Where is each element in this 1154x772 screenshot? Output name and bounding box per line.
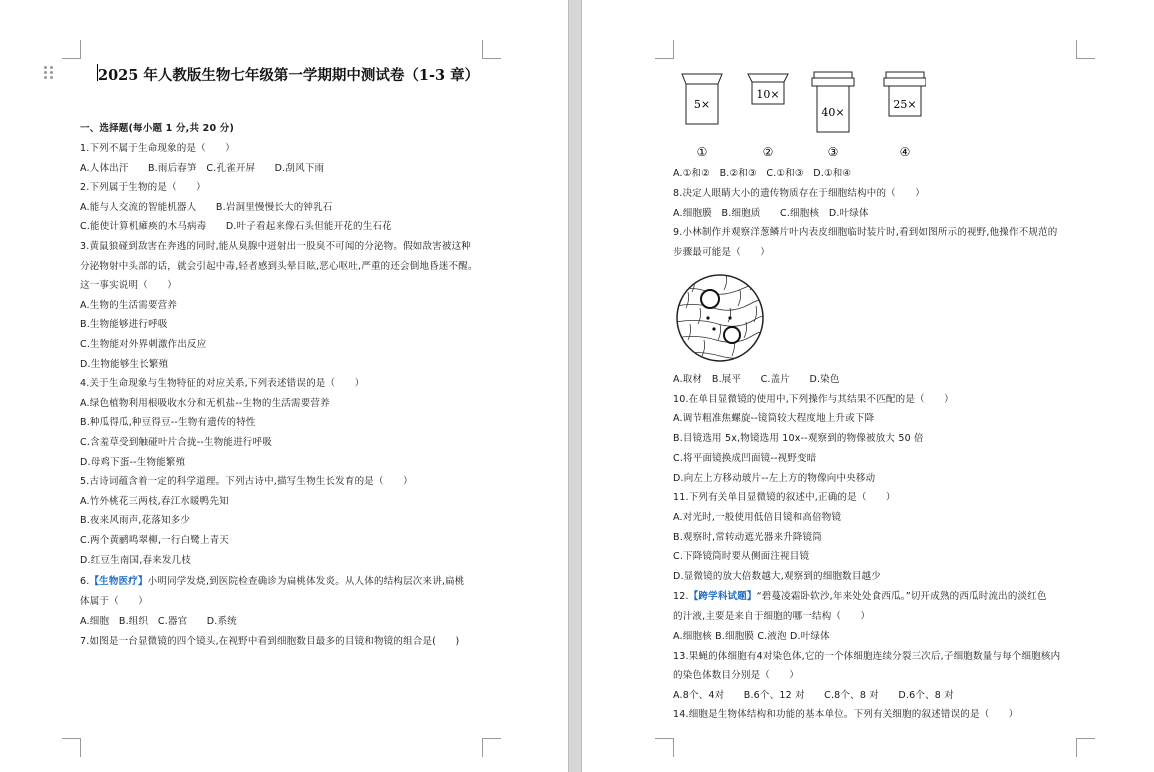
question-line[interactable]: B.观察时,常转动遮光器来升降镜筒 bbox=[673, 531, 822, 543]
crop-mark bbox=[482, 40, 501, 59]
crop-mark bbox=[1076, 738, 1095, 757]
question-line[interactable]: 13.果蝇的体细胞有4对染色体,它的一个体细胞连续分裂三次后,子细胞数量与每个细胞核内 bbox=[673, 650, 1061, 662]
question-line[interactable]: 这一事实说明（ ） bbox=[80, 280, 178, 292]
question-line[interactable]: A.①和② B.②和③ C.①和③ D.①和④ bbox=[673, 168, 852, 179]
question-number: 12. bbox=[673, 591, 689, 602]
question-line[interactable]: 14.细胞是生物体结构和功能的基本单位。下列有关细胞的叙述错误的是（ ） bbox=[673, 709, 1019, 721]
question-text: 小明同学发烧,到医院检查确诊为扁桃体发炎。从人体的结构层次来讲,扁桃 bbox=[147, 576, 465, 587]
question-line[interactable]: B.目镜选用 5x,物镜选用 10x--观察到的物像被放大 50 倍 bbox=[673, 433, 924, 445]
question-line[interactable]: 8.决定人眼睛大小的遗传物质存在于细胞结构中的（ ） bbox=[673, 187, 925, 199]
question-line[interactable]: A.对光时,一般使用低倍目镜和高倍物镜 bbox=[673, 511, 842, 523]
question-line[interactable]: A.人体出汗 B.雨后春笋 C.孔雀开屏 D.刮风下雨 bbox=[80, 162, 325, 174]
document-title[interactable]: 2025 年人教版生物七年级第一学期期中测试卷（1-3 章） bbox=[98, 67, 480, 84]
question-line[interactable]: C.含羞草受到触碰叶片合拢--生物能进行呼吸 bbox=[80, 437, 272, 448]
crop-mark bbox=[655, 738, 674, 757]
drag-handle-icon[interactable] bbox=[44, 66, 54, 80]
category-tag: 【跨学科试题】 bbox=[688, 591, 757, 602]
question-text-line[interactable]: 体属于（ ） bbox=[80, 596, 148, 607]
lens-label: 10× bbox=[756, 88, 780, 101]
question-line[interactable]: A.细胞膜 B.细胞质 C.细胞核 D.叶绿体 bbox=[673, 207, 869, 219]
lens-number: ① bbox=[696, 145, 708, 159]
question-line[interactable]: A.调节粗准焦螺旋--镜筒较大程度地上升或下降 bbox=[673, 413, 875, 425]
question-line[interactable]: A.细胞核 B.细胞膜 C.液泡 D.叶绿体 bbox=[673, 631, 830, 642]
page-gutter bbox=[568, 0, 582, 772]
lens-2 bbox=[748, 74, 788, 104]
question-line[interactable]: D.向左上方移动玻片--左上方的物像向中央移动 bbox=[673, 472, 876, 484]
question-line[interactable]: A.生物的生活需要营养 bbox=[80, 299, 178, 311]
question-line[interactable]: A.能与人交流的智能机器人 B.岩洞里慢慢长大的钟乳石 bbox=[80, 201, 333, 213]
crop-mark bbox=[62, 40, 81, 59]
question-line[interactable]: C.下降镜筒时要从侧面注视目镜 bbox=[673, 551, 810, 563]
question-line[interactable]: A.取材 B.展平 C.盖片 D.染色 bbox=[673, 374, 840, 385]
question-line[interactable]: B.生物能够进行呼吸 bbox=[80, 319, 168, 331]
question-text: “碧蔓凌霜卧软沙,年来处处食西瓜。”切开成熟的西瓜时流出的淡红色 bbox=[756, 591, 1047, 602]
question-line[interactable]: 分泌物射中头部的话，就会引起中毒,轻者感到头晕目眩,恶心呕吐,严重的还会倒地昏迷不醒。 bbox=[80, 260, 478, 272]
lens-number: ② bbox=[762, 145, 774, 159]
question-line[interactable]: 2.下列属于生物的是（ ） bbox=[80, 182, 206, 194]
microscope-field-of-view-figure bbox=[674, 272, 770, 364]
question-line[interactable]: 5.古诗词蕴含着一定的科学道理。下列古诗中,描写生物生长发育的是（ ） bbox=[80, 476, 413, 488]
lens-label: 40× bbox=[821, 106, 845, 119]
question-12[interactable] bbox=[673, 591, 1047, 603]
question-line[interactable]: 11.下列有关单目显微镜的叙述中,正确的是（ ） bbox=[673, 492, 896, 504]
question-line[interactable]: A.8个、4对 B.6个、12 对 C.8个、8 对 D.6个、8 对 bbox=[673, 689, 954, 701]
lens-label: 5× bbox=[693, 98, 711, 111]
answer-options[interactable]: A.细胞 B.组织 C.器官 D.系统 bbox=[80, 616, 237, 627]
crop-mark bbox=[655, 40, 674, 59]
question-text-line[interactable]: 的汁液,主要是来自于细胞的哪一结构（ ） bbox=[673, 611, 871, 622]
question-line[interactable]: C.能使计算机瘫痪的木马病毒 D.叶子看起来像石头但能开花的生石花 bbox=[80, 221, 392, 233]
question-line[interactable]: 步骤最可能是（ ） bbox=[673, 247, 771, 259]
question-7[interactable]: 7.如图是一台显微镜的四个镜头,在视野中看到细胞数目最多的目镜和物镜的组合是( ) bbox=[80, 636, 460, 647]
question-line[interactable]: C.生物能对外界刺激作出反应 bbox=[80, 339, 207, 350]
question-line[interactable]: B.种瓜得瓜,种豆得豆--生物有遗传的特性 bbox=[80, 417, 256, 429]
lens-number: ③ bbox=[827, 145, 839, 159]
question-line[interactable]: C.两个黄鹂鸣翠柳,一行白鹭上青天 bbox=[80, 535, 230, 546]
question-6[interactable] bbox=[80, 576, 465, 588]
question-number: 6. bbox=[80, 576, 90, 587]
question-line[interactable]: D.母鸡下蛋--生物能繁殖 bbox=[80, 456, 186, 468]
question-line[interactable]: 10.在单目显微镜的使用中,下列操作与其结果不匹配的是（ ） bbox=[673, 393, 954, 405]
lens-3 bbox=[812, 72, 854, 132]
question-line[interactable]: C.将平面镜换成凹面镜--视野变暗 bbox=[673, 452, 817, 464]
lens-number: ④ bbox=[899, 145, 911, 159]
question-line[interactable]: 1.下列不属于生命现象的是（ ） bbox=[80, 143, 235, 154]
question-line[interactable]: D.红豆生南国,春来发几枝 bbox=[80, 554, 191, 566]
category-tag: 【生物医疗】 bbox=[89, 576, 148, 587]
crop-mark bbox=[62, 738, 81, 757]
lens-label: 25× bbox=[893, 98, 917, 111]
question-line[interactable]: 的染色体数目分别是（ ） bbox=[673, 670, 800, 682]
question-line[interactable]: 3.黄鼠狼碰到敌害在奔逃的同时,能从臭腺中迸射出一股臭不可闻的分泌物。假如敌害被这种 bbox=[80, 241, 471, 252]
question-line[interactable]: B.夜来风雨声,花落知多少 bbox=[80, 515, 191, 527]
question-line[interactable]: A.竹外桃花三两枝,春江水暖鸭先知 bbox=[80, 495, 229, 507]
question-line[interactable]: 9.小林制作并观察洋葱鳞片叶内表皮细胞临时装片时,看到如图所示的视野,他操作不规范的 bbox=[673, 227, 1058, 239]
section-heading[interactable]: 一、选择题(每小题 1 分,共 20 分) bbox=[80, 123, 235, 134]
question-line[interactable]: 4.关于生命现象与生物特征的对应关系,下列表述错误的是（ ） bbox=[80, 378, 365, 390]
lens-1 bbox=[682, 74, 722, 124]
microscope-lens-figure bbox=[676, 70, 926, 162]
crop-mark bbox=[482, 738, 501, 757]
question-line[interactable]: A.绿色植物利用根吸收水分和无机盐--生物的生活需要营养 bbox=[80, 397, 330, 409]
crop-mark bbox=[1076, 40, 1095, 59]
question-line[interactable]: D.显微镜的放大倍数越大,观察到的细胞数目越少 bbox=[673, 571, 881, 582]
lens-4 bbox=[884, 72, 926, 116]
question-line[interactable]: D.生物能够生长繁殖 bbox=[80, 358, 169, 370]
